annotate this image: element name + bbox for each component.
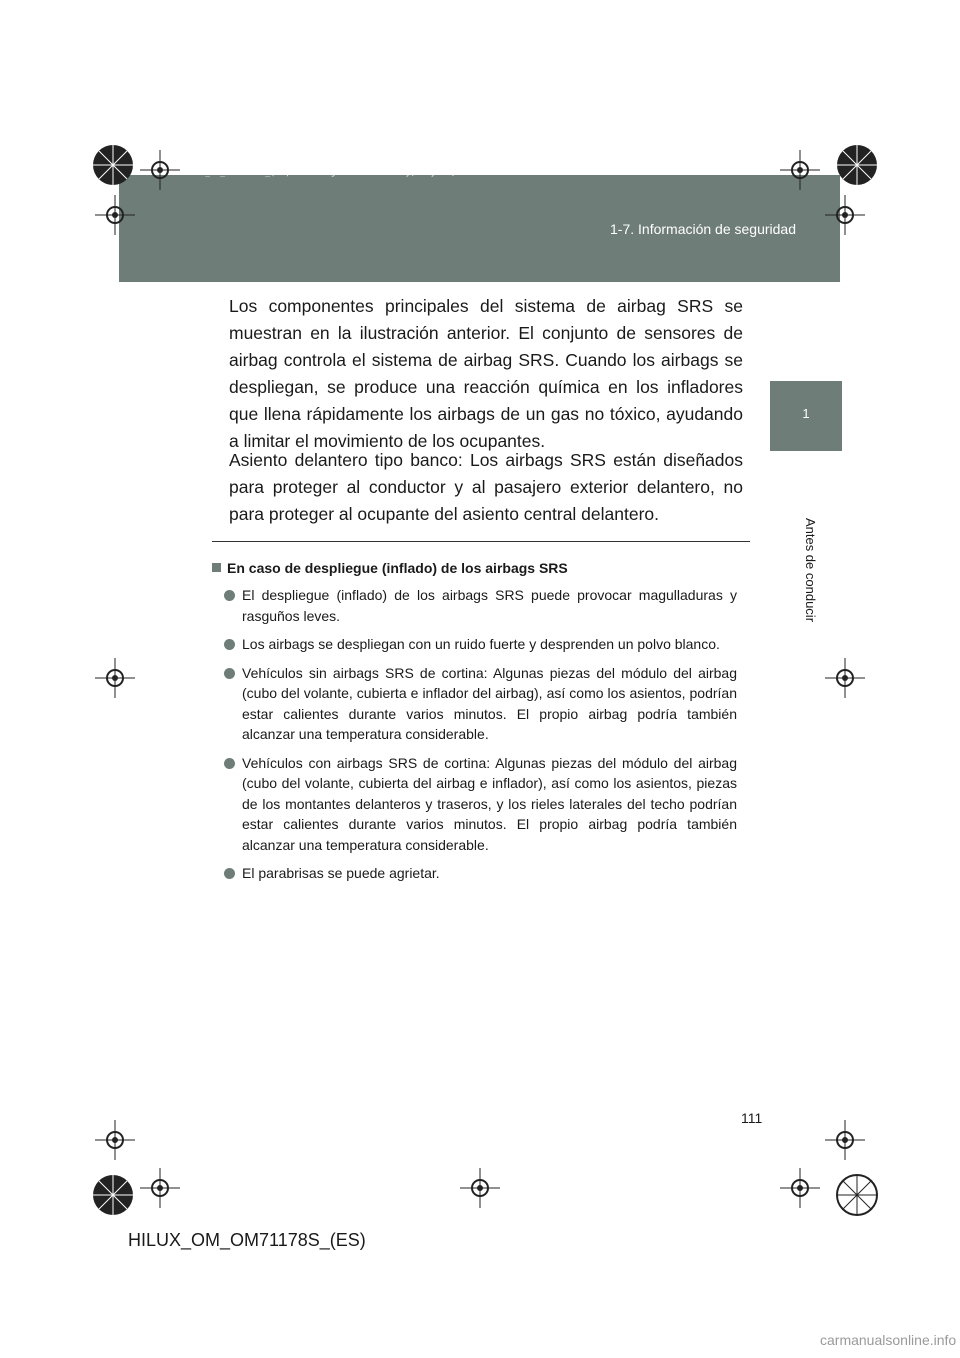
section-divider	[212, 541, 750, 542]
chapter-tab: 1	[770, 381, 842, 451]
document-code: HILUX_OM_OM71178S_(ES)	[128, 1230, 366, 1250]
registration-crosshair-icon	[140, 150, 180, 190]
chapter-label: Antes de conducir	[803, 517, 818, 623]
registration-crosshair-icon	[140, 1168, 180, 1208]
registration-crosshair-icon	[825, 658, 865, 698]
registration-crosshair-icon	[95, 658, 135, 698]
circle-bullet-icon	[224, 639, 235, 650]
body-paragraph-2: Asiento delantero tipo banco: Los airbags SRS están diseñados para proteger al conductor y al pasajero exterior delantero, no para proteger al ocupante del asiento central delantero.	[229, 450, 743, 524]
circle-bullet-icon	[224, 868, 235, 879]
registration-crosshair-icon	[825, 195, 865, 235]
circle-bullet-icon	[224, 668, 235, 679]
registration-sunburst-icon	[78, 1160, 148, 1230]
registration-crosshair-icon	[780, 150, 820, 190]
registration-crosshair-icon	[95, 195, 135, 235]
section-heading-text: En caso de despliegue (inflado) de los airbags SRS	[227, 560, 568, 576]
registration-crosshair-icon	[460, 1168, 500, 1208]
section-heading	[212, 560, 568, 576]
circle-bullet-icon	[224, 590, 235, 601]
square-bullet-icon	[212, 563, 221, 572]
header-band	[119, 175, 840, 282]
circle-bullet-icon	[224, 758, 235, 769]
registration-crosshair-icon	[95, 1120, 135, 1160]
page-number: 111	[741, 1110, 763, 1126]
registration-sunburst-icon	[78, 130, 148, 200]
watermark[interactable]: carmanualsonline.info	[820, 1332, 957, 1348]
list-item: El parabrisas se puede agrietar.	[224, 863, 737, 884]
registration-sunburst-icon	[822, 1160, 892, 1230]
print-stamp: HILUX_OM_OM71178S_(ES).book Page 111 Wednesday, May 16, 2012 3:09 PM	[180, 168, 522, 177]
section-title: 1-7. Información de seguridad	[610, 221, 796, 237]
registration-sunburst-icon	[822, 130, 892, 200]
list-item: Vehículos con airbags SRS de cortina: Algunas piezas del módulo del airbag (cubo del volante, cubierta del airbag e inflador), así como los asientos, piezas de los montantes delanteros y traseros, y los rieles laterales del techo podrían estar calientes durante varios minutos. El propio airbag podría también alcanzar una temperatura considerable.	[224, 753, 737, 856]
list-item: Los airbags se despliegan con un ruido fuerte y desprenden un polvo blanco.	[224, 634, 737, 655]
body-paragraph-1: Los componentes principales del sistema de airbag SRS se muestran en la ilustración anterior. El conjunto de sensores de airbag controla el sistema de airbag SRS. Cuando los airbags se despliegan, se produce una reacción química en los infladores que llena rápidamente los airbags de un gas no tóxico, ayudando a limitar el movimiento de los ocupantes.	[229, 296, 743, 451]
list-item: El despliegue (inflado) de los airbags SRS puede provocar magulladuras y rasguños leves.	[224, 585, 737, 626]
bullet-list	[224, 585, 737, 892]
registration-crosshair-icon	[780, 1168, 820, 1208]
registration-crosshair-icon	[825, 1120, 865, 1160]
list-item: Vehículos sin airbags SRS de cortina: Algunas piezas del módulo del airbag (cubo del volante, cubierta e inflador del airbag), así como los asientos, podrían estar calientes durante varios minutos. El propio airbag podría también alcanzar una temperatura considerable.	[224, 663, 737, 745]
